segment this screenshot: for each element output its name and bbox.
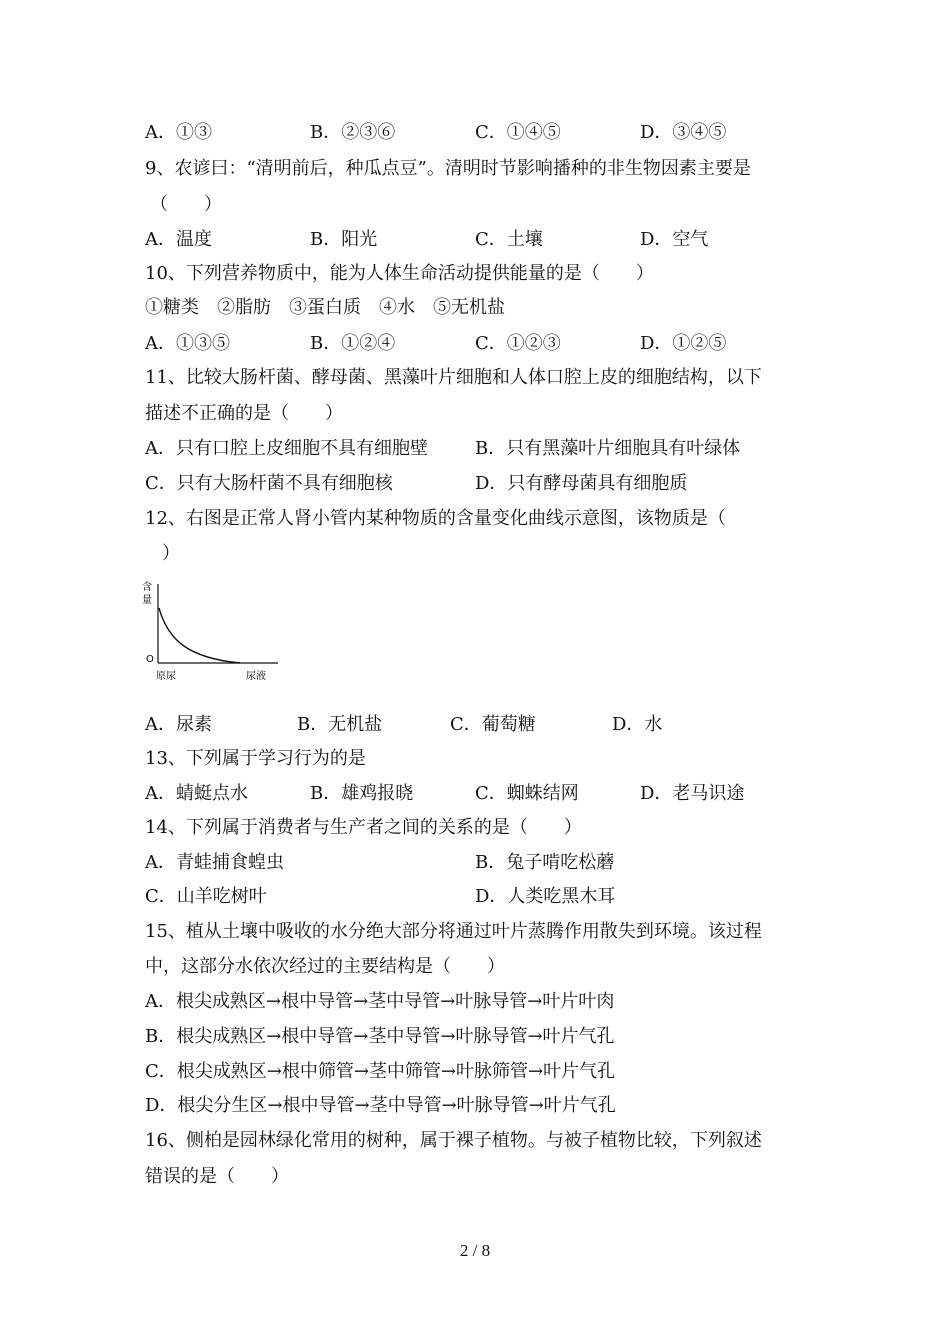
question-9-blank: （ ） <box>150 194 222 215</box>
option-a: A．蜻蜓点水 <box>145 783 248 804</box>
page-number: 2 / 8 <box>459 1241 491 1260</box>
option-d: D．①②⑤ <box>640 333 727 354</box>
option-a: A．根尖成熟区→根中导管→茎中导管→叶脉导管→叶片叶肉 <box>145 991 615 1012</box>
option-d: D．老马识途 <box>640 783 745 804</box>
y-label-2: 量 <box>142 595 152 606</box>
question-14-stem: 14、下列属于消费者与生产者之间的关系的是（ ） <box>145 817 582 838</box>
option-b: B．无机盐 <box>297 714 383 735</box>
option-a: A．①③ <box>145 122 212 143</box>
option-d: D．水 <box>612 714 663 735</box>
question-9-stem: 9、农谚曰：“清明前后，种瓜点豆”。清明时节影响播种的非生物因素主要是 <box>145 158 751 179</box>
question-15-stem-cont: 中，这部分水依次经过的主要结构是（ ） <box>145 956 505 977</box>
y-label-1: 含 <box>142 582 152 593</box>
option-c: C．只有大肠杆菌不具有细胞核 <box>145 473 393 494</box>
origin-label: O <box>146 654 154 665</box>
question-12-stem: 12、右图是正常人肾小管内某种物质的含量变化曲线示意图，该物质是（ <box>145 508 726 529</box>
option-b: B．兔子啃吃松蘑 <box>475 852 615 873</box>
question-16-stem-cont: 错误的是（ ） <box>145 1166 289 1187</box>
x-end-label: 尿液 <box>246 671 266 682</box>
question-11-stem-cont: 描述不正确的是（ ） <box>145 403 343 424</box>
option-b: B．根尖成熟区→根中导管→茎中导管→叶脉导管→叶片气孔 <box>145 1026 615 1047</box>
option-d: D．③④⑤ <box>640 122 727 143</box>
question-16-stem: 16、侧柏是园林绿化常用的树种，属于裸子植物。与被子植物比较，下列叙述 <box>145 1130 762 1151</box>
curve-chart <box>140 576 285 688</box>
option-b: B．②③⑥ <box>310 122 396 143</box>
content-curve-figure <box>140 576 285 688</box>
option-b: B．雄鸡报晓 <box>310 783 414 804</box>
option-c: C．山羊吃树叶 <box>145 886 267 907</box>
option-c: C．①④⑤ <box>475 122 561 143</box>
question-13-stem: 13、下列属于学习行为的是 <box>145 748 366 769</box>
option-a: A．温度 <box>145 229 212 250</box>
option-a: A．①③⑤ <box>145 333 230 354</box>
option-b: B．①②④ <box>310 333 396 354</box>
option-a: A．尿素 <box>145 714 212 735</box>
option-a: A．只有口腔上皮细胞不具有细胞壁 <box>145 438 428 459</box>
option-c: C．蜘蛛结网 <box>475 783 579 804</box>
option-c: C．①②③ <box>475 333 561 354</box>
option-c: C．土壤 <box>475 229 543 250</box>
question-10-stem: 10、下列营养物质中，能为人体生命活动提供能量的是（ ） <box>145 263 654 284</box>
option-d: D．根尖分生区→根中导管→茎中导管→叶脉导管→叶片气孔 <box>145 1095 616 1116</box>
option-d: D．只有酵母菌具有细胞质 <box>475 473 688 494</box>
option-a: A．青蛙捕食蝗虫 <box>145 852 284 873</box>
question-15-stem: 15、植从土壤中吸收的水分绝大部分将通过叶片蒸腾作用散失到环境。该过程 <box>145 921 762 942</box>
content-curve <box>159 608 240 663</box>
question-10-list: ①糖类 ②脂肪 ③蛋白质 ④水 ⑤无机盐 <box>145 297 505 318</box>
x-start-label: 原尿 <box>156 671 176 682</box>
option-c: C．葡萄糖 <box>450 714 536 735</box>
option-d: D．空气 <box>640 229 709 250</box>
option-d: D．人类吃黑木耳 <box>475 886 616 907</box>
option-b: B．只有黑藻叶片细胞具有叶绿体 <box>475 438 741 459</box>
option-c: C．根尖成熟区→根中筛管→茎中筛管→叶脉筛管→叶片气孔 <box>145 1061 616 1082</box>
question-11-stem: 11、比较大肠杆菌、酵母菌、黑藻叶片细胞和人体口腔上皮的细胞结构，以下 <box>145 367 762 388</box>
question-12-blank: ） <box>162 543 180 564</box>
option-b: B．阳光 <box>310 229 378 250</box>
